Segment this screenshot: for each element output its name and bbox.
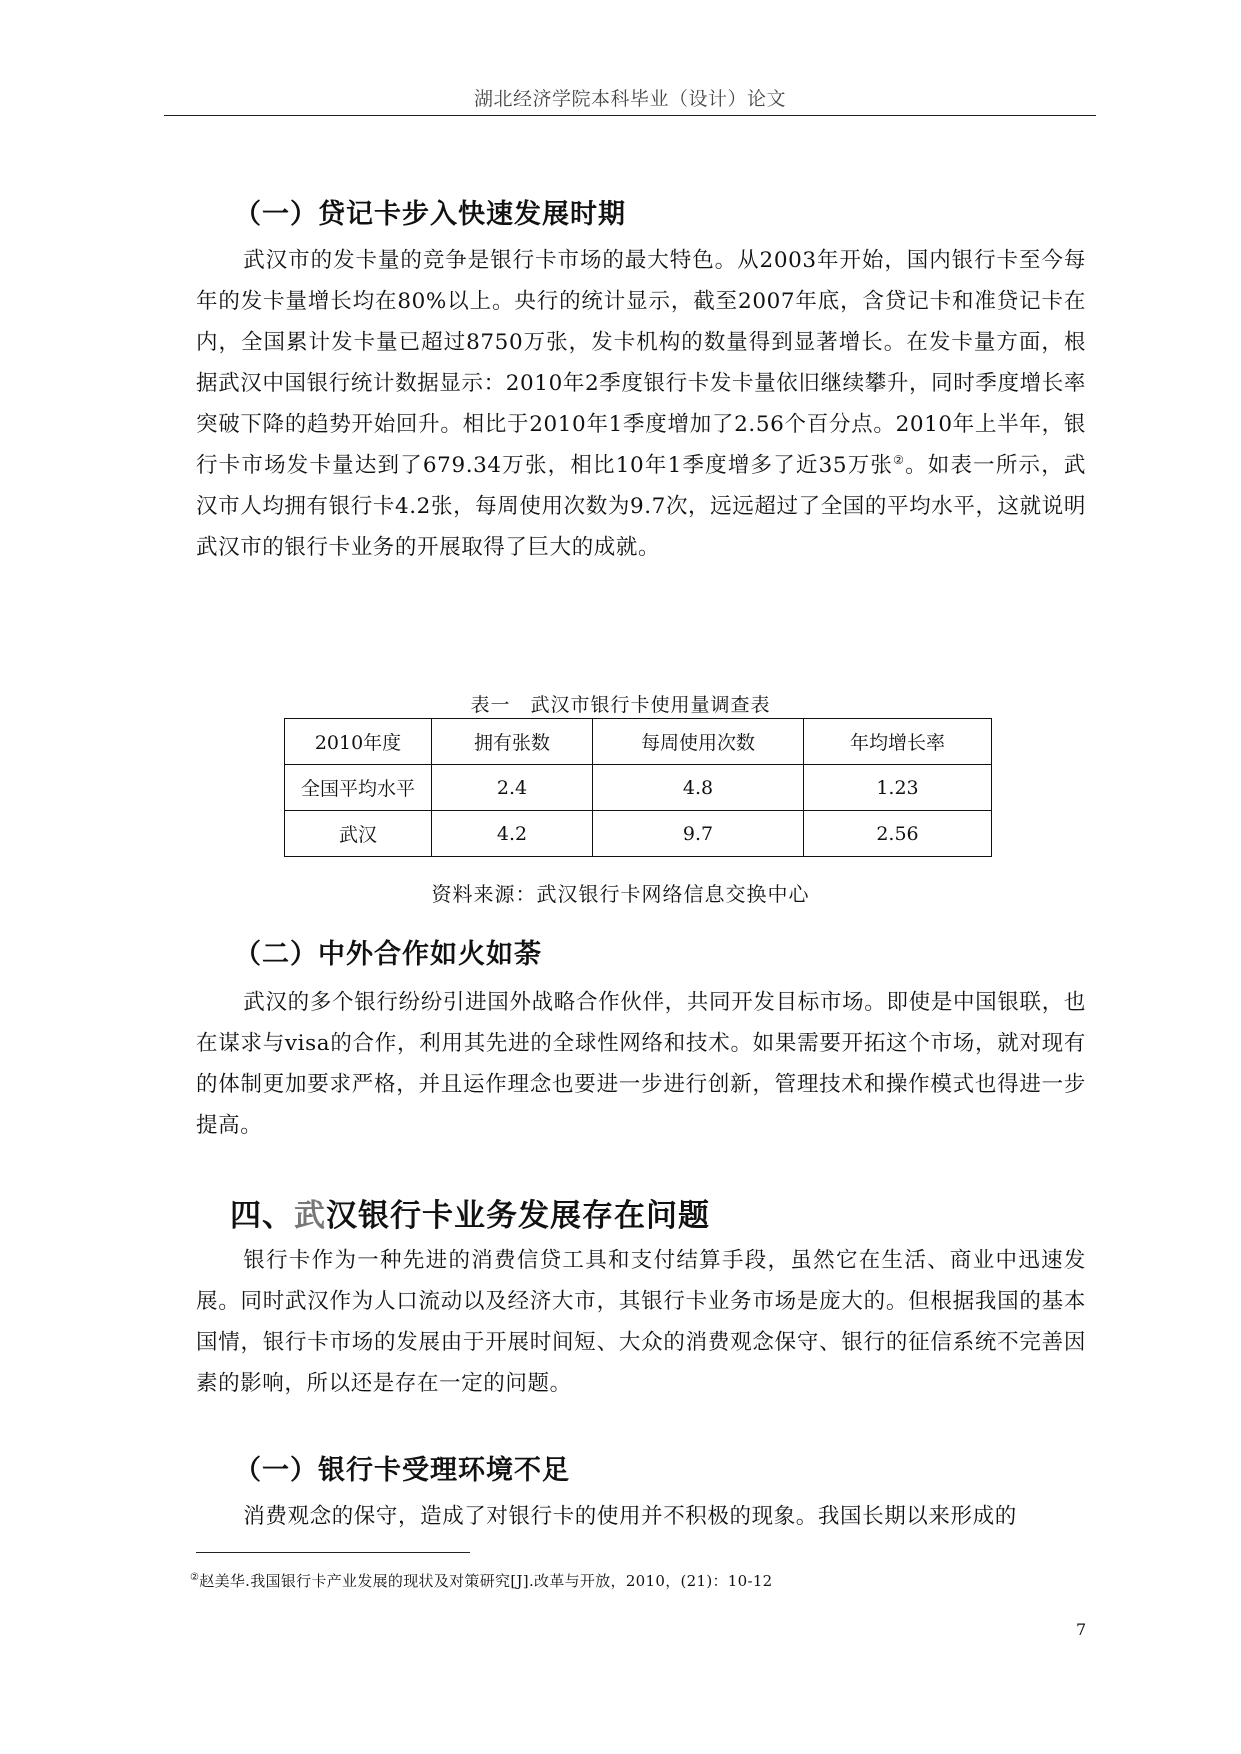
footnote [190,1570,773,1591]
footnote-text: 赵美华.我国银行卡产业发展的现状及对策研究[J].改革与开放，2010，(21)：10-12 [199,1572,773,1590]
section-3-paragraph: 消费观念的保守，造成了对银行卡的使用并不积极的现象。我国长期以来形成的 [243,1504,1017,1529]
table-cell: 4.2 [432,811,593,857]
section-1-paragraph [196,240,1086,568]
chapter-heading-rest: 汉银行卡业务发展存在问题 [326,1198,710,1234]
footnote-ref-marker[interactable]: ② [893,452,906,467]
table-header-cell: 2010年度 [285,719,432,765]
table-cell: 1.23 [804,765,992,811]
chapter-4-paragraph: 银行卡作为一种先进的消费信贷工具和支付结算手段，虽然它在生活、商业中迅速发展。同时武汉作为人口流动以及经济大市，其银行卡业务市场是庞大的。但根据我国的基本国情，银行卡市场的发展由于开展时间短、大众的消费观念保守、银行的征信系统不完善因素的影响，所以还是存在一定的问题。 [196,1248,1086,1396]
chapter-heading-prefix: 四、 [230,1198,294,1234]
section-heading-3: （一）银行卡受理环境不足 [234,1455,570,1486]
table-caption: 表一 武汉市银行卡使用量调查表 [470,694,771,716]
header-divider [164,115,1096,116]
table-source: 资料来源：武汉银行卡网络信息交换中心 [431,882,810,906]
table-cell: 2.4 [432,765,593,811]
table-cell: 2.56 [804,811,992,857]
table-row [285,811,992,857]
section-2-paragraph: 武汉的多个银行纷纷引进国外战略合作伙伴，共同开发目标市场。即使是中国银联，也在谋求与visa的合作，利用其先进的全球性网络和技术。如果需要开拓这个市场，就对现有的体制更加要求严格，并且运作理念也要进一步进行创新，管理技术和操作模式也得进一步提高。 [196,990,1086,1138]
table-cell: 武汉 [285,811,432,857]
table-header-cell: 拥有张数 [432,719,593,765]
table-header-cell: 年均增长率 [804,719,992,765]
chapter-heading-first-char: 武 [294,1198,326,1234]
table-header-row [285,719,992,765]
bank-card-usage-table [284,718,992,857]
table-cell: 全国平均水平 [285,765,432,811]
table-cell: 9.7 [593,811,804,857]
table-row [285,765,992,811]
section-heading-2: （二）中外合作如火如荼 [234,939,542,970]
table-cell: 4.8 [593,765,804,811]
footnote-marker: ② [190,1572,200,1583]
page-header-title: 湖北经济学院本科毕业（设计）论文 [473,88,786,110]
page-number: 7 [1076,1620,1087,1639]
table-header-cell: 每周使用次数 [593,719,804,765]
chapter-heading-4 [230,1190,710,1235]
section-1-text: 武汉市的发卡量的竞争是银行卡市场的最大特色。从2003年开始，国内银行卡至今每年的发卡量增长均在80%以上。央行的统计显示，截至2007年底，含贷记卡和准贷记卡在内，全国累计发卡量已超过8750万张，发卡机构的数量得到显著增长。在发卡量方面，根据武汉中国银行统计数据显示：2010年2季度银行卡发卡量依旧继续攀升，同时季度增长率突破下降的趋势开始回升。相比于2010年1季度增加了2.56个百分点。2010年上半年，银行卡市场发卡量达到了679.34万张，相比10年1季度增多了近35万张 [196,248,1086,478]
footnote-divider [196,1552,470,1553]
section-heading-1: （一）贷记卡步入快速发展时期 [234,199,626,230]
section-1-text-tail: 。如表一所示，武汉市人均拥有银行卡4.2张，每周使用次数为9.7次，远远超过了全国的平均水平，这就说明武汉市的银行卡业务的开展取得了巨大的成就。 [196,453,1086,560]
